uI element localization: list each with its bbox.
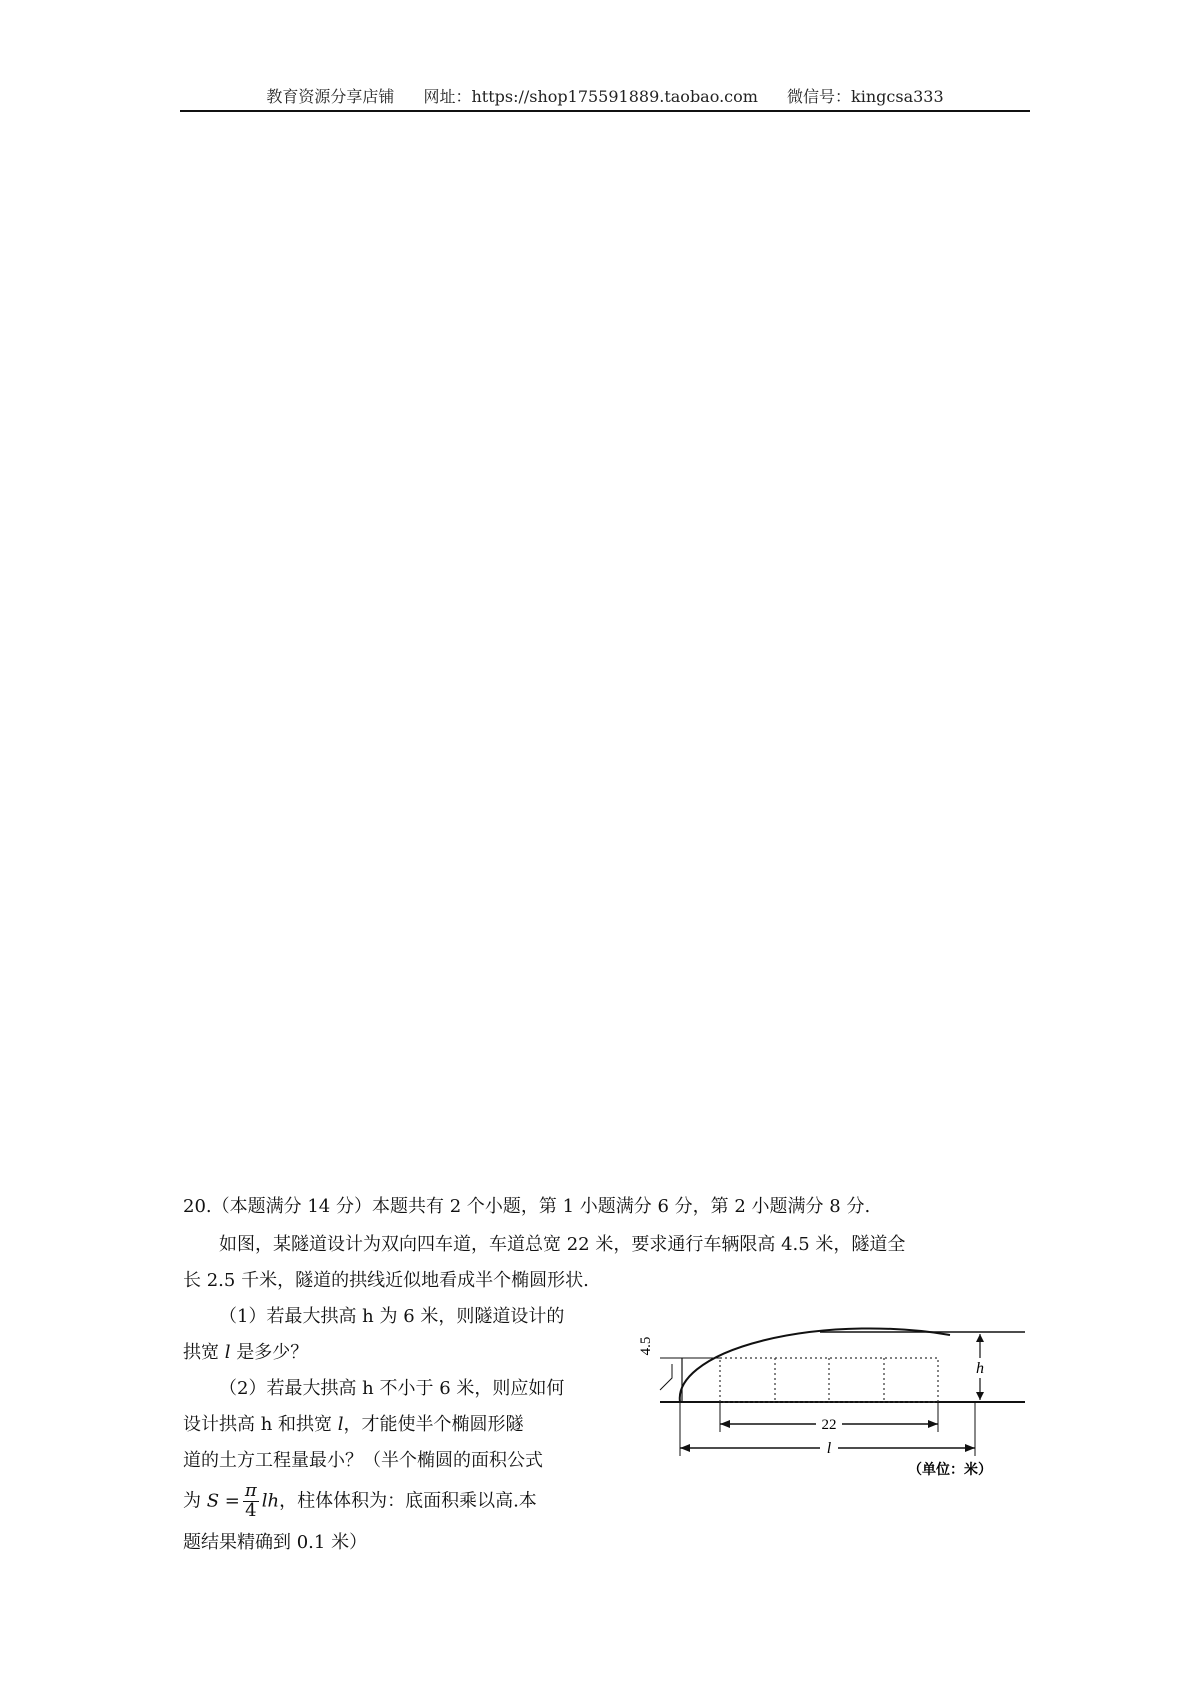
formula-denominator: 4 xyxy=(245,1499,257,1521)
width-arrow-right xyxy=(928,1420,938,1428)
q1-text-b: 是多少？ xyxy=(230,1342,309,1363)
limit-label: 4.5 xyxy=(638,1336,654,1356)
problem-desc-line-2: 长 2.5 千米，隧道的拱线近似地看成半个椭圆形状. xyxy=(183,1270,589,1291)
q2-text-a: 设计拱高 h 和拱宽 xyxy=(183,1414,338,1435)
shop-wechat: 微信号：kingcsa333 xyxy=(787,87,944,106)
width-label: 22 xyxy=(821,1417,837,1433)
tunnel-figure xyxy=(620,1320,1030,1480)
limit-leader xyxy=(660,1364,672,1390)
shop-name: 教育资源分享店铺 xyxy=(266,87,395,106)
unit-note: （单位：米） xyxy=(908,1462,992,1478)
h-label: h xyxy=(976,1360,984,1377)
q2-text-b: ，才能使半个椭圆形隧 xyxy=(343,1414,524,1435)
h-arrow-bottom xyxy=(976,1392,984,1400)
problem-desc-line-1: 如图，某隧道设计为双向四车道，车道总宽 22 米，要求通行车辆限高 4.5 米，隧道全 xyxy=(219,1234,906,1255)
h-arrow-top xyxy=(976,1334,984,1342)
formula-fraction xyxy=(243,1482,259,1521)
formula-numerator: π xyxy=(244,1480,257,1501)
q1-var-l: l xyxy=(224,1342,231,1363)
formula-lhs: S = xyxy=(206,1490,240,1512)
l-arrow-left xyxy=(680,1444,690,1452)
question-2-line-4 xyxy=(183,1482,537,1521)
question-2-line-3: 道的土方工程量最小？（半个椭圆的面积公式 xyxy=(183,1450,543,1471)
shop-website: 网址：https://shop175591889.taobao.com xyxy=(423,87,758,106)
formula-rhs: lh xyxy=(261,1490,280,1512)
question-1-line-1: （1）若最大拱高 h 为 6 米，则隧道设计的 xyxy=(219,1306,565,1327)
width-arrow-left xyxy=(720,1420,730,1428)
tunnel-diagram xyxy=(620,1320,1030,1480)
question-1-line-2 xyxy=(183,1338,308,1364)
q2-var-l: l xyxy=(337,1414,344,1435)
l-arrow-right xyxy=(965,1444,975,1452)
question-2-line-5: 题结果精确到 0.1 米） xyxy=(183,1532,368,1553)
problem-title: 20.（本题满分 14 分）本题共有 2 个小题，第 1 小题满分 6 分，第 2 小题满分 8 分. xyxy=(183,1196,871,1217)
question-2-line-1: （2）若最大拱高 h 不小于 6 米，则应如何 xyxy=(219,1378,565,1399)
l-label: l xyxy=(826,1440,832,1457)
header-rule xyxy=(180,110,1030,112)
q1-text-a: 拱宽 xyxy=(183,1342,225,1363)
q2-text-d: ，柱体体积为：底面积乘以高.本 xyxy=(279,1490,537,1512)
q2-text-c: 为 xyxy=(183,1490,207,1512)
question-2-line-2 xyxy=(183,1410,524,1436)
page-header xyxy=(180,84,1030,107)
